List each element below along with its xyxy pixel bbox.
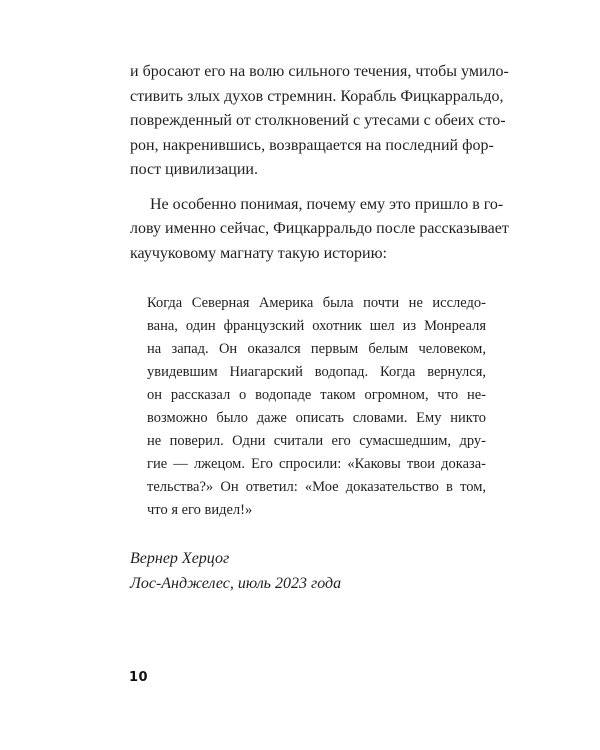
signature	[130, 546, 486, 596]
quote-line: тельства?» Он ответил: «Мое доказательство в том,	[147, 479, 486, 495]
quote-line: Когда Северная Америка была почти не исследо-	[147, 295, 486, 311]
quote-line: он рассказал о водопаде таком огромном, что не-	[147, 387, 486, 403]
text-line: каучуковому магнату такую историю:	[130, 244, 387, 262]
quote-line: не поверил. Одни считали его сумасшедшим, дру-	[147, 433, 486, 449]
quote-line: что я его видел!»	[147, 502, 253, 518]
block-quote	[147, 292, 486, 522]
signature-author: Вернер Херцог	[130, 550, 230, 567]
quote-line: гие — лжецом. Его спросили: «Каковы твои доказа-	[147, 456, 486, 472]
paragraph-1	[130, 60, 509, 183]
text-line: стивить злых духов стремнин. Корабль Фицкарральдо,	[130, 87, 504, 105]
paragraph-2	[130, 193, 509, 267]
text-line: лову именно сейчас, Фицкарральдо после рассказывает	[130, 220, 509, 237]
text-line: пост цивилизации.	[130, 161, 258, 178]
quote-line: увидевшим Ниагарский водопад. Когда вернулся,	[147, 364, 486, 380]
text-line: рон, накренившись, возвращается на последний фор-	[130, 136, 494, 154]
text-line: поврежденный от столкновений с утесами с обеих сто-	[130, 112, 506, 129]
quote-line: на запад. Он оказался первым белым человеком,	[147, 341, 486, 357]
text-block	[130, 60, 509, 596]
quote-line: возможно было даже описать словами. Ему никто	[147, 410, 486, 426]
page-number: 10	[129, 670, 149, 685]
signature-place-date: Лос-Анджелес, июль 2023 года	[130, 575, 342, 592]
text-line: и бросают его на волю сильного течения, чтобы умило-	[130, 63, 509, 80]
text-line: Не особенно понимая, почему ему это пришло в го-	[150, 195, 504, 213]
quote-line: вана, один французский охотник шел из Монреаля	[147, 318, 486, 334]
